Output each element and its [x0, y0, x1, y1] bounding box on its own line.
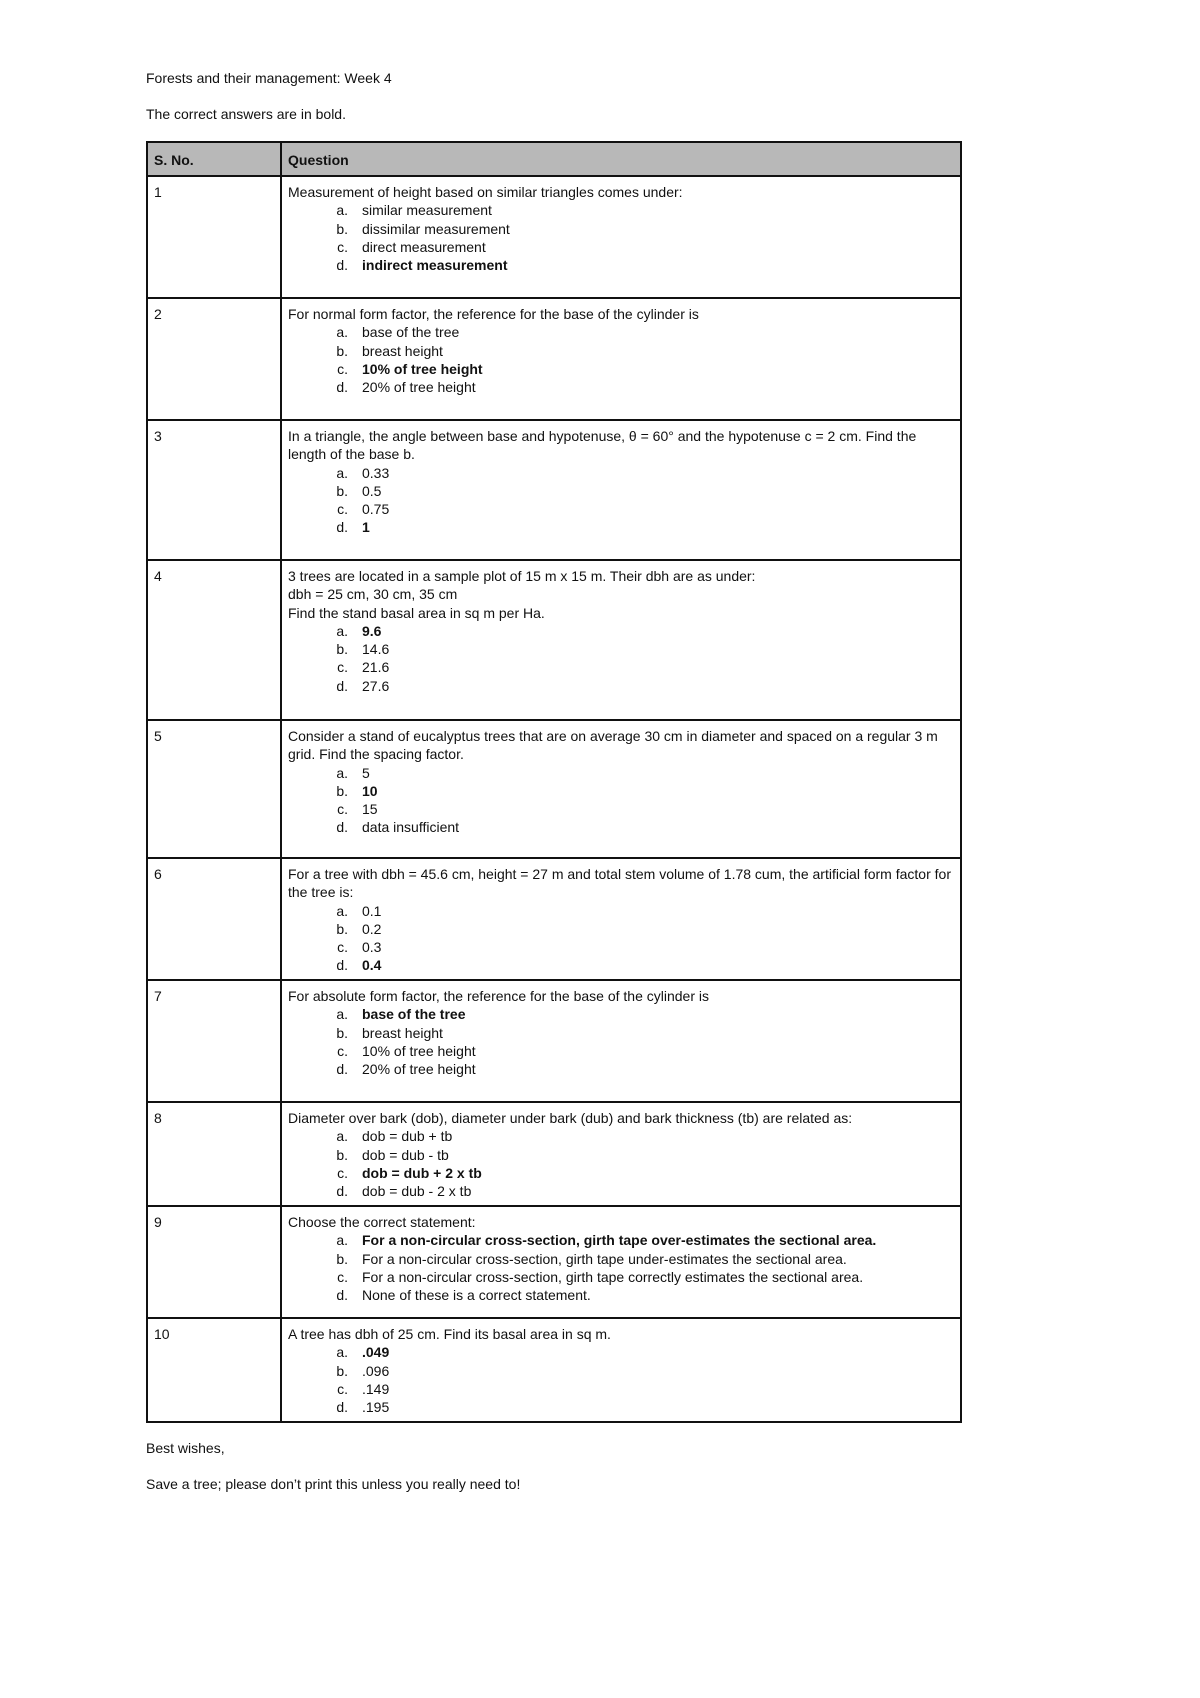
- table-row: [147, 1206, 961, 1318]
- option-letter: d.: [336, 957, 348, 974]
- option-text: 21.6: [362, 659, 390, 676]
- answer-option-correct: [288, 956, 954, 974]
- answer-option: [288, 1286, 954, 1304]
- option-text: 0.33: [362, 464, 390, 481]
- option-letter: c.: [337, 1268, 348, 1285]
- option-text: 27.6: [362, 677, 390, 694]
- table-row: [147, 858, 961, 980]
- option-text: dissimilar measurement: [362, 220, 510, 237]
- answer-option: [288, 220, 954, 238]
- table-row: [147, 720, 961, 858]
- answer-option: [288, 1398, 954, 1416]
- question-text: Consider a stand of eucalyptus trees that are on average 30 cm in diameter and spaced on a regular 3 m grid. Find the spacing factor.: [288, 728, 938, 763]
- option-text: 10% of tree height: [362, 360, 483, 377]
- question-number: 10: [147, 1318, 281, 1422]
- option-text: For a non-circular cross-section, girth tape over-estimates the sectional area.: [362, 1232, 877, 1249]
- question-text: Choose the correct statement:: [288, 1214, 476, 1230]
- document-title: Forests and their management: Week 4: [146, 70, 392, 86]
- option-letter: d.: [336, 1399, 348, 1416]
- option-text: indirect measurement: [362, 257, 508, 274]
- question-cell: [281, 420, 961, 560]
- table-row: [147, 1318, 961, 1422]
- option-letter: a.: [336, 202, 348, 219]
- option-letter: c.: [337, 238, 348, 255]
- option-text: .096: [362, 1362, 390, 1379]
- option-letter: b.: [336, 782, 348, 799]
- question-text: For a tree with dbh = 45.6 cm, height = 27 m and total stem volume of 1.78 cum, the artificial form factor for the tree is:: [288, 866, 951, 901]
- option-letter: b.: [336, 1250, 348, 1267]
- option-letter: b.: [336, 920, 348, 937]
- option-text: 0.75: [362, 501, 390, 518]
- answer-option: [288, 640, 954, 658]
- header-question: Question: [281, 142, 961, 176]
- option-letter: a.: [336, 464, 348, 481]
- option-letter: c.: [337, 801, 348, 818]
- table-row: [147, 1102, 961, 1206]
- answer-option-correct: [288, 622, 954, 640]
- option-text: 10% of tree height: [362, 1042, 476, 1059]
- question-text: Diameter over bark (dob), diameter under bark (dub) and bark thickness (tb) are related as:: [288, 1110, 853, 1126]
- option-text: For a non-circular cross-section, girth tape under-estimates the sectional area.: [362, 1250, 847, 1267]
- answer-option-correct: [288, 1231, 954, 1249]
- answer-options: [288, 902, 954, 975]
- question-number: 4: [147, 560, 281, 720]
- option-text: For a non-circular cross-section, girth tape correctly estimates the sectional area.: [362, 1268, 864, 1285]
- answer-option: [288, 1060, 954, 1078]
- question-number: 7: [147, 980, 281, 1102]
- option-text: similar measurement: [362, 202, 492, 219]
- option-letter: b.: [336, 342, 348, 359]
- answer-options: [288, 1231, 954, 1304]
- answer-options: [288, 764, 954, 837]
- answer-option: [288, 938, 954, 956]
- option-letter: d.: [336, 1183, 348, 1200]
- header-sno: S. No.: [147, 142, 281, 176]
- question-number: 2: [147, 298, 281, 420]
- option-letter: a.: [336, 764, 348, 781]
- answer-option-correct: [288, 1343, 954, 1361]
- question-number: 9: [147, 1206, 281, 1318]
- option-letter: b.: [336, 220, 348, 237]
- table-header-row: [147, 142, 961, 176]
- answer-option-correct: [288, 360, 954, 378]
- question-cell: [281, 1318, 961, 1422]
- answer-option: [288, 342, 954, 360]
- answer-option: [288, 658, 954, 676]
- question-text: A tree has dbh of 25 cm. Find its basal area in sq m.: [288, 1326, 611, 1342]
- answer-option: [288, 464, 954, 482]
- option-letter: d.: [336, 379, 348, 396]
- question-cell: [281, 560, 961, 720]
- option-letter: a.: [336, 324, 348, 341]
- answer-options: [288, 201, 954, 274]
- option-letter: b.: [336, 482, 348, 499]
- option-letter: c.: [337, 1380, 348, 1397]
- questions-table: [146, 141, 962, 1423]
- option-letter: a.: [336, 622, 348, 639]
- option-text: .049: [362, 1344, 390, 1361]
- answer-option: [288, 500, 954, 518]
- question-text: 3 trees are located in a sample plot of 15 m x 15 m. Their dbh are as under: dbh = 25 cm, 30 cm, 35 cm Find the stand basal area in sq m per Ha.: [288, 568, 756, 621]
- answer-option: [288, 1250, 954, 1268]
- answer-option: [288, 1146, 954, 1164]
- closing-line: Best wishes,: [146, 1440, 225, 1456]
- option-letter: d.: [336, 819, 348, 836]
- option-letter: a.: [336, 1344, 348, 1361]
- answer-option: [288, 902, 954, 920]
- table-row: [147, 420, 961, 560]
- question-text: For absolute form factor, the reference for the base of the cylinder is: [288, 988, 709, 1004]
- table-body: [147, 176, 961, 1422]
- answer-option-correct: [288, 1005, 954, 1023]
- answer-option: [288, 238, 954, 256]
- option-text: dob = dub - tb: [362, 1146, 449, 1163]
- answer-option: [288, 201, 954, 219]
- question-number: 1: [147, 176, 281, 298]
- option-letter: c.: [337, 1164, 348, 1181]
- option-text: 0.4: [362, 957, 382, 974]
- question-text: Measurement of height based on similar triangles comes under:: [288, 184, 683, 200]
- question-cell: [281, 720, 961, 858]
- question-cell: [281, 858, 961, 980]
- document-subtitle: The correct answers are in bold.: [146, 106, 346, 122]
- option-letter: a.: [336, 902, 348, 919]
- question-cell: [281, 176, 961, 298]
- option-text: .149: [362, 1380, 390, 1397]
- answer-option: [288, 1268, 954, 1286]
- answer-option-correct: [288, 782, 954, 800]
- option-text: base of the tree: [362, 324, 460, 341]
- option-text: 1: [362, 519, 370, 536]
- option-letter: b.: [336, 1024, 348, 1041]
- answer-option: [288, 1024, 954, 1042]
- option-letter: b.: [336, 641, 348, 658]
- answer-options: [288, 1343, 954, 1416]
- table-row: [147, 980, 961, 1102]
- save-tree-note: Save a tree; please don’t print this unless you really need to!: [146, 1476, 521, 1492]
- answer-option: [288, 800, 954, 818]
- option-text: 15: [362, 801, 378, 818]
- option-letter: a.: [336, 1128, 348, 1145]
- answer-option: [288, 323, 954, 341]
- option-text: 0.3: [362, 939, 382, 956]
- answer-option: [288, 920, 954, 938]
- table-row: [147, 560, 961, 720]
- option-letter: a.: [336, 1006, 348, 1023]
- answer-option: [288, 1127, 954, 1145]
- option-text: breast height: [362, 1024, 443, 1041]
- question-number: 5: [147, 720, 281, 858]
- option-text: 14.6: [362, 641, 390, 658]
- option-text: dob = dub - 2 x tb: [362, 1183, 472, 1200]
- answer-option: [288, 677, 954, 695]
- answer-option-correct: [288, 1164, 954, 1182]
- question-text: In a triangle, the angle between base and hypotenuse, θ = 60° and the hypotenuse c = 2 cm. Find the length of the base b.: [288, 428, 917, 463]
- option-letter: c.: [337, 360, 348, 377]
- option-letter: c.: [337, 939, 348, 956]
- answer-option: [288, 482, 954, 500]
- question-number: 6: [147, 858, 281, 980]
- answer-option: [288, 818, 954, 836]
- answer-options: [288, 464, 954, 537]
- question-number: 8: [147, 1102, 281, 1206]
- option-text: 9.6: [362, 622, 382, 639]
- option-letter: d.: [336, 1287, 348, 1304]
- answer-option: [288, 1042, 954, 1060]
- answer-option: [288, 1380, 954, 1398]
- option-text: 10: [362, 782, 378, 799]
- answer-option: [288, 764, 954, 782]
- option-letter: a.: [336, 1232, 348, 1249]
- option-text: None of these is a correct statement.: [362, 1287, 591, 1304]
- answer-option-correct: [288, 256, 954, 274]
- option-text: 20% of tree height: [362, 1061, 476, 1078]
- option-letter: b.: [336, 1146, 348, 1163]
- question-text: For normal form factor, the reference for the base of the cylinder is: [288, 306, 699, 322]
- option-letter: d.: [336, 257, 348, 274]
- question-cell: [281, 980, 961, 1102]
- question-cell: [281, 1102, 961, 1206]
- option-text: 5: [362, 764, 370, 781]
- answer-options: [288, 1127, 954, 1200]
- question-cell: [281, 1206, 961, 1318]
- question-number: 3: [147, 420, 281, 560]
- option-text: base of the tree: [362, 1006, 466, 1023]
- option-letter: d.: [336, 677, 348, 694]
- option-text: 20% of tree height: [362, 379, 476, 396]
- option-text: .195: [362, 1399, 390, 1416]
- answer-option: [288, 1182, 954, 1200]
- answer-options: [288, 1005, 954, 1078]
- option-letter: c.: [337, 1042, 348, 1059]
- answer-option: [288, 1362, 954, 1380]
- option-letter: d.: [336, 519, 348, 536]
- option-text: 0.2: [362, 920, 382, 937]
- option-text: 0.1: [362, 902, 382, 919]
- option-text: breast height: [362, 342, 443, 359]
- answer-options: [288, 323, 954, 396]
- option-letter: c.: [337, 659, 348, 676]
- option-text: 0.5: [362, 482, 382, 499]
- option-text: dob = dub + tb: [362, 1128, 453, 1145]
- table-row: [147, 298, 961, 420]
- option-letter: b.: [336, 1362, 348, 1379]
- option-letter: d.: [336, 1061, 348, 1078]
- answer-option-correct: [288, 518, 954, 536]
- answer-option: [288, 378, 954, 396]
- option-letter: c.: [337, 501, 348, 518]
- option-text: data insufficient: [362, 819, 460, 836]
- table-row: [147, 176, 961, 298]
- option-text: dob = dub + 2 x tb: [362, 1164, 482, 1181]
- answer-options: [288, 622, 954, 695]
- option-text: direct measurement: [362, 238, 486, 255]
- question-cell: [281, 298, 961, 420]
